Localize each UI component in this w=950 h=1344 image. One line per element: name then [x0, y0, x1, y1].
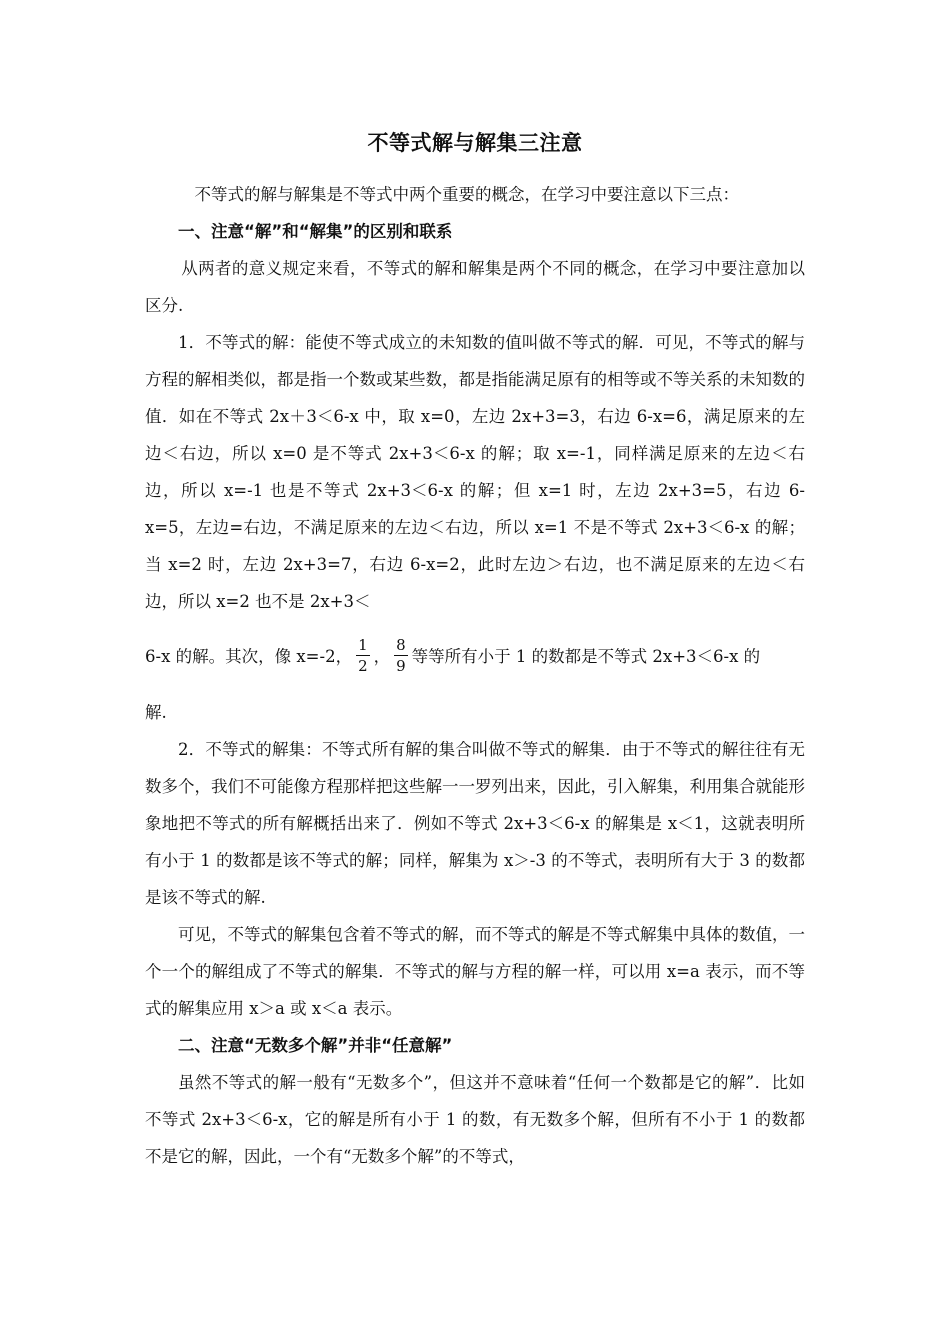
section-2-heading: 二、注意“无数多个解”并非“任意解”	[178, 1036, 453, 1055]
section-2-paragraph-1: 虽然不等式的解一般有“无数多个”，但这并不意味着“任何一个数都是它的解”．比如不等式 2x+3＜6-x，它的解是所有小于 1 的数，有无数多个解，但所有不小于 1 的数都不是它的解，因此，一个有“无数多个解”的不等式，	[145, 1073, 805, 1166]
section-1-paragraph-1: 从两者的意义规定来看，不等式的解和解集是两个不同的概念，在学习中要注意加以区分.	[145, 259, 805, 315]
fraction-denominator: 2	[358, 657, 368, 675]
fraction-eight-ninths	[394, 635, 408, 676]
fraction-numerator: 1	[358, 636, 368, 654]
section-1-paragraph-4: 可见，不等式的解集包含着不等式的解，而不等式的解是不等式解集中具体的数值，一个一个的解组成了不等式的解集．不等式的解与方程的解一样，可以用 x=a 表示，而不等式的解集应用 x＞a 或 x＜a 表示。	[145, 925, 805, 1018]
section-1-paragraph-2	[145, 324, 805, 620]
paragraph-2-text: 1．不等式的解：能使不等式成立的未知数的值叫做不等式的解．可见，不等式的解与方程的解相类似，都是指一个数或某些数，都是指能满足原有的相等或不等关系的未知数的值．如在不等式 2x＋3＜6-x 中，取 x=0，左边 2x+3=3，右边 6-x=6，满足原来的左边＜右边，所以 x=0 是不等式 2x+3＜6-x 的解；取 x=-1，同样满足原来的左边＜右边，所以 x=-1 也是不等式 2x+3＜6-x 的解；但 x=1 时，左边 2x+3=5，右边 6-x=5，左边=右边，不满足原来的左边＜右边，所以 x=1 不是不等式 2x+3＜6-x 的解；当 x=2 时，左边 2x+3=7，右边 6-x=2，此时左边＞右边，也不满足原来的左边＜右边，所以 x=2 也不是 2x+3＜	[145, 333, 805, 611]
fraction-one-half	[356, 635, 370, 676]
fraction-line	[145, 620, 805, 694]
fraction-numerator: 8	[396, 636, 406, 654]
document-body	[145, 176, 805, 1175]
page-title: 不等式解与解集三注意	[367, 131, 583, 155]
fraction-line-tail: 等等所有小于 1 的数都是不等式 2x+3＜6-x 的	[411, 647, 761, 666]
section-1-paragraph-3: 2．不等式的解集：不等式所有解的集合叫做不等式的解集．由于不等式的解往往有无数多个，我们不可能像方程那样把这些解一一罗列出来，因此，引入解集，利用集合就能形象地把不等式的所有解概括出来了．例如不等式 2x+3＜6-x 的解集是 x＜1，这就表明所有小于 1 的数都是该不等式的解；同样，解集为 x＞-3 的不等式，表明所有大于 3 的数都是该不等式的解.	[145, 740, 805, 907]
fraction-denominator: 9	[396, 657, 406, 675]
intro-paragraph: 不等式的解与解集是不等式中两个重要的概念，在学习中要注意以下三点：	[194, 185, 739, 204]
fraction-line-lead: 6-x 的解。其次，像 x=-2，	[145, 647, 353, 666]
section-1-heading: 一、注意“解”和“解集”的区别和联系	[178, 222, 453, 241]
paragraph-2-end: 解.	[145, 703, 167, 722]
fraction-separator: ，	[373, 647, 391, 666]
